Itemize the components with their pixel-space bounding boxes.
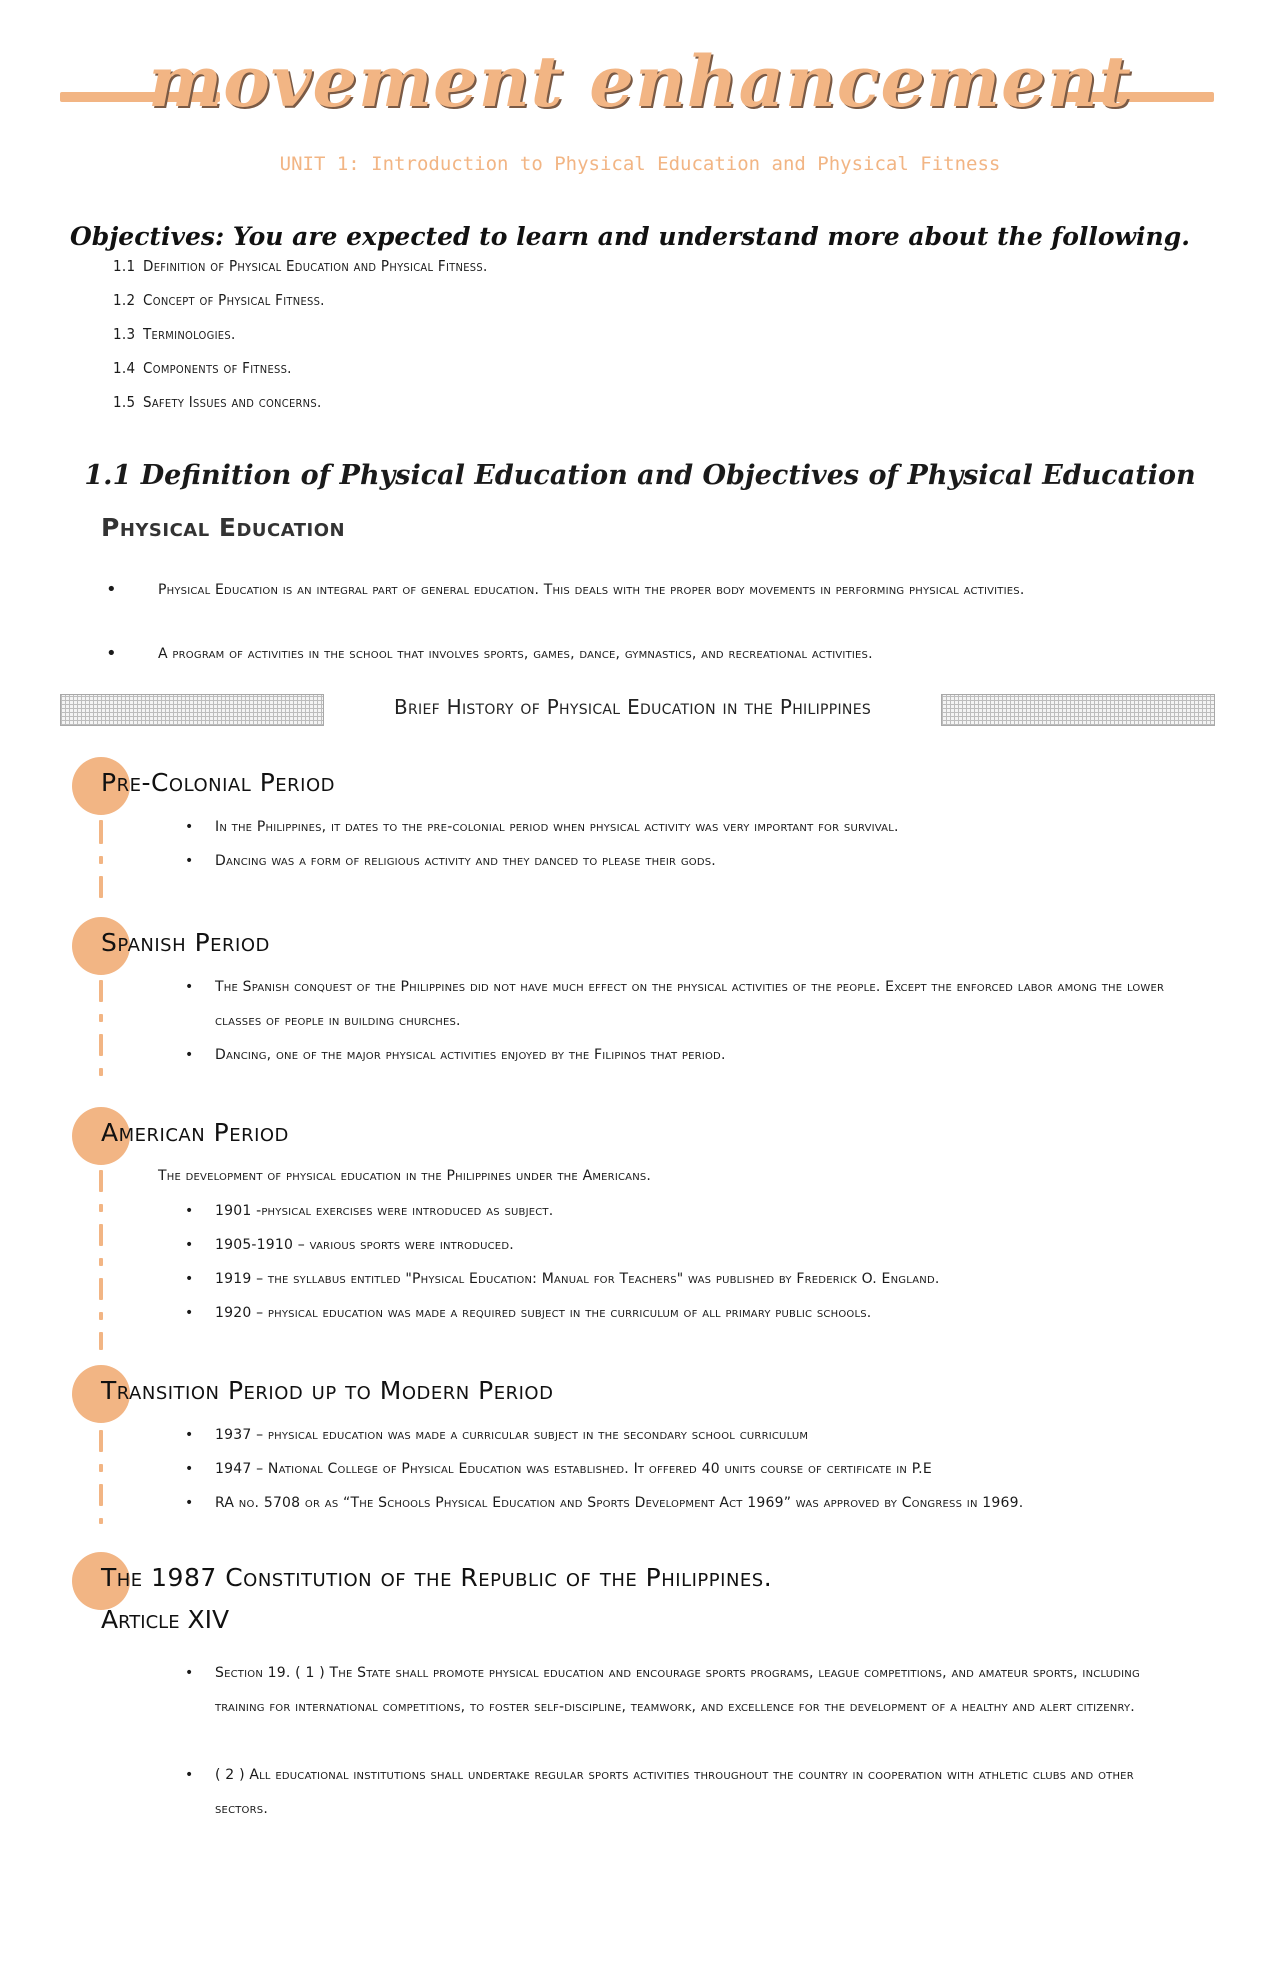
- timeline-dash: [99, 1068, 103, 1076]
- period-item: • 1901 -physical exercises were introduced as subject.: [185, 1203, 554, 1219]
- timeline-dash: [99, 856, 103, 864]
- banner-hatch-right: [941, 694, 1215, 726]
- timeline-dash: [99, 1518, 103, 1524]
- timeline-dash: [99, 820, 103, 844]
- objective-item: 1.3 Terminologies.: [113, 325, 236, 343]
- period-item: • Section 19. ( 1 ) The State shall promote physical education and encourage sports programs, league competitions, and amateur sports, including training for international competitions, to foster self-discipline, teamwork, and excellence for the development of a healthy and alert citizenry.: [185, 1665, 1140, 1715]
- objective-item: 1.4 Components of Fitness.: [113, 359, 292, 377]
- section-heading: 1.1 Definition of Physical Education and Objectives of Physical Education: [84, 460, 1196, 491]
- timeline-dash: [99, 1430, 103, 1452]
- objective-item: 1.5 Safety Issues and concerns.: [113, 393, 322, 411]
- objectives-heading: Objectives: You are expected to learn and understand more about the following.: [70, 222, 1190, 251]
- timeline-dash: [99, 1484, 103, 1506]
- page-title: movement enhancement: [148, 40, 1132, 123]
- timeline-dash: [99, 1170, 103, 1192]
- period-item: • 1920 – physical education was made a required subject in the curriculum of all primary public schools.: [185, 1305, 872, 1321]
- period-title-spanish: Spanish Period: [101, 928, 270, 957]
- period-item: • 1937 – physical education was made a curricular subject in the secondary school curriculum: [185, 1427, 809, 1443]
- period-item: • 1905-1910 – various sports were introduced.: [185, 1237, 514, 1253]
- pe-subheading: Physical Education: [101, 513, 346, 542]
- timeline-dash: [99, 876, 103, 898]
- period-title-constitution: The 1987 Constitution of the Republic of the Philippines.: [101, 1563, 773, 1592]
- timeline-dash: [99, 980, 103, 1002]
- period-item: • 1919 – the syllabus entitled "Physical Education: Manual for Teachers" was published by Frederick O. England.: [185, 1271, 940, 1287]
- timeline-dash: [99, 1258, 103, 1266]
- pe-bullet: • A program of activities in the school that involves sports, games, dance, gymnastics, and recreational activities.: [106, 643, 873, 664]
- timeline-dash: [99, 1034, 103, 1056]
- period-title-american: American Period: [101, 1118, 289, 1147]
- period-item: • In the Philippines, it dates to the pre-colonial period when physical activity was very important for survival.: [185, 819, 899, 835]
- period-title-pre-colonial: Pre-Colonial Period: [101, 768, 336, 797]
- timeline-dash: [99, 1278, 103, 1300]
- period-item: • Dancing, one of the major physical activities enjoyed by the Filipinos that period.: [185, 1047, 726, 1063]
- period-item: • The Spanish conquest of the Philippines did not have much effect on the physical activities of the people. Except the enforced labor among the lower classes of people in building churches.: [185, 979, 1165, 1029]
- timeline-dash: [99, 1332, 103, 1350]
- period-title-transition: Transition Period up to Modern Period: [101, 1376, 554, 1405]
- article-heading: Article XIV: [101, 1605, 230, 1634]
- objective-item: 1.2 Concept of Physical Fitness.: [113, 291, 325, 309]
- timeline-dash: [99, 1014, 103, 1022]
- timeline-dash: [99, 1224, 103, 1246]
- banner-hatch-left: [60, 694, 324, 726]
- timeline-dash: [99, 1204, 103, 1212]
- pe-bullet: • Physical Education is an integral part of general education. This deals with the proper body movements in performing physical activities.: [106, 579, 1025, 600]
- period-item: • ( 2 ) All educational institutions shall undertake regular sports activities throughout the country in cooperation with athletic clubs and other sectors.: [185, 1767, 1134, 1817]
- period-item: • Dancing was a form of religious activity and they danced to please their gods.: [185, 853, 716, 869]
- objective-item: 1.1 Definition of Physical Education and Physical Fitness.: [113, 257, 488, 275]
- unit-subtitle: UNIT 1: Introduction to Physical Education and Physical Fitness: [279, 153, 1001, 175]
- timeline-dash: [99, 1464, 103, 1472]
- timeline-dash: [99, 1312, 103, 1320]
- history-banner: Brief History of Physical Education in the Philippines: [393, 695, 872, 719]
- period-item: • RA no. 5708 or as “The Schools Physical Education and Sports Development Act 1969” was approved by Congress in 1969.: [185, 1495, 1024, 1511]
- period-item: • 1947 – National College of Physical Education was established. It offered 40 units course of certificate in P.E: [185, 1461, 932, 1477]
- period-intro: The development of physical education in the Philippines under the Americans.: [158, 1168, 652, 1184]
